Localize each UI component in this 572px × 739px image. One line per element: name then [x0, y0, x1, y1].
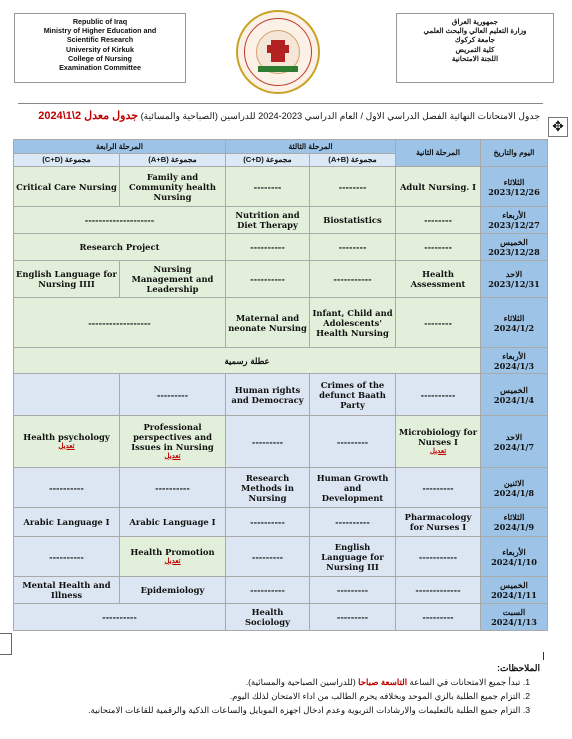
header-ar-line: جامعة كركوك	[454, 35, 496, 45]
cell-stage2: --------	[396, 207, 481, 234]
note-item	[40, 675, 530, 689]
cell-stage4-ab: Family and Community health Nursing	[120, 167, 226, 207]
table-row	[14, 348, 548, 374]
cell-stage3-cd: ----------	[226, 234, 310, 261]
cell-stage3-cd: ----------	[226, 261, 310, 298]
cell-stage3-ab: --------	[310, 167, 396, 207]
cell-stage4-cd	[14, 374, 120, 416]
note-item	[40, 703, 530, 717]
cell-stage4-ab: Health Promotion	[130, 546, 215, 557]
notes-list	[40, 675, 540, 717]
header-stage4: المرحلة الرابعة	[14, 140, 226, 154]
cell-stage4: ------------------	[14, 298, 226, 348]
cell-stage4-ab: ----------	[120, 468, 226, 508]
cell-stage4-cd: Mental Health and Illness	[14, 577, 120, 604]
table-row	[14, 167, 548, 207]
revision-note: تعديل	[429, 447, 447, 455]
note-number: 3.	[522, 705, 530, 715]
table-row	[14, 416, 548, 468]
table-row	[14, 537, 548, 577]
row-date: 2024/1/7	[493, 441, 535, 452]
header-en-line: Republic of Iraq	[72, 17, 128, 26]
cell-stage3-cd: Maternal and neonate Nursing	[226, 298, 310, 348]
header-day-date: اليوم والتاريخ	[481, 140, 548, 167]
row-date: 2024/1/2	[493, 322, 535, 333]
cell-stage4: --------------------	[14, 207, 226, 234]
row-date: 2024/1/11	[491, 590, 537, 600]
cell-stage3-cd: Human rights and Democracy	[226, 374, 310, 416]
cell-stage3-cd: Health Sociology	[226, 604, 310, 631]
cell-stage2: --------	[396, 234, 481, 261]
table-row	[14, 468, 548, 508]
cell-stage4-cd: Health psychology	[23, 431, 110, 442]
row-day: الثلاثاء	[503, 512, 525, 522]
note-number: 2.	[522, 691, 530, 701]
row-date: 2023/12/27	[488, 220, 540, 230]
table-row	[14, 261, 548, 298]
row-day: الاحد	[505, 269, 523, 279]
cell-stage3-cd: Research Methods in Nursing	[226, 468, 310, 508]
row-day: الثلاثاء	[503, 312, 525, 323]
row-date: 2024/1/8	[493, 487, 535, 498]
row-date: 2024/1/9	[493, 522, 535, 532]
row-day: الأربعاء	[502, 210, 526, 220]
cell-stage3-ab: ---------	[310, 577, 396, 604]
revision-note: تعديل	[164, 452, 181, 460]
note-text: تبدأ جميع الامتحانات في الساعة	[407, 677, 521, 687]
cell-stage3-cd: ----------	[226, 577, 310, 604]
cell-stage3-cd: ----------	[226, 508, 310, 537]
page-title	[18, 109, 540, 122]
row-date: 2023/12/28	[488, 247, 540, 257]
notes-title: الملاحظات:	[497, 663, 540, 673]
cell-stage2: Adult Nursing. I	[396, 167, 481, 207]
table-row	[14, 577, 548, 604]
cell-stage2: Pharmacology for Nurses I	[396, 508, 481, 537]
row-day: الخميس	[500, 237, 528, 247]
header-group-ab: مجموعة (A+B)	[120, 154, 226, 167]
cell-stage3-ab: ---------	[310, 604, 396, 631]
note-text-tail: (للدراسين الصباحية والمسائية).	[245, 677, 359, 687]
header-ar-line: اللجنة الامتحانية	[451, 53, 499, 63]
cell-stage2: ---------	[396, 604, 481, 631]
header-ar-line: كلية التمريض	[455, 44, 495, 54]
cell-stage3-ab: Crimes of the defunct Baath Party	[310, 374, 396, 416]
cell-stage2: -------------	[396, 577, 481, 604]
move-icon[interactable]: ✥	[548, 117, 568, 137]
cell-stage4-ab: ---------	[120, 374, 226, 416]
table-row	[14, 508, 548, 537]
row-date: 2024/1/13	[491, 617, 537, 627]
note-text: التزام جميع الطلبة بالزي الموحد وبخلافه يحرم الطالب من اداء الامتحان لذلك اليوم.	[229, 691, 521, 701]
cell-stage3-ab: Infant, Child and Adolescents' Health Nursing	[310, 298, 396, 348]
cell-stage2: Health Assessment	[396, 261, 481, 298]
cell-stage3-ab: English Language for Nursing III	[310, 537, 396, 577]
row-day: الأربعاء	[502, 546, 526, 557]
row-day: الخميس	[500, 384, 528, 395]
cell-stage3-ab: -----------	[310, 261, 396, 298]
table-row	[14, 298, 548, 348]
cell-stage2: ---------	[396, 468, 481, 508]
header-group-ab: مجموعة (A+B)	[310, 154, 396, 167]
cell-stage2: -----------	[396, 537, 481, 577]
row-day: السبت	[502, 607, 526, 617]
header-en-line: College of Nursing	[68, 53, 132, 63]
row-day: الأربعاء	[502, 350, 526, 361]
cell-stage3-ab: ----------	[310, 508, 396, 537]
exam-schedule-table	[13, 139, 548, 631]
cell-stage2: --------	[396, 298, 481, 348]
cell-stage4: Research Project	[14, 234, 226, 261]
title-revised-badge: جدول معدل 2\1\2024	[38, 110, 139, 122]
cell-stage4-cd: ----------	[14, 468, 120, 508]
row-date: 2024/1/3	[493, 360, 535, 371]
note-number: 1.	[522, 677, 530, 687]
cell-stage4-ab: Professional perspectives and Issues in Nursing	[131, 421, 214, 452]
cell-stage3-ab: Biostatistics	[310, 207, 396, 234]
cell-stage3-cd: --------	[226, 167, 310, 207]
cell-stage4-ab: Nursing Management and Leadership	[120, 261, 226, 298]
header-stage2: المرحلة الثانية	[396, 140, 481, 167]
cell-stage4-ab: Epidemiology	[120, 577, 226, 604]
note-item	[40, 689, 530, 703]
row-date: 2024/1/4	[493, 394, 535, 405]
cell-stage4-ab: Arabic Language I	[120, 508, 226, 537]
table-row	[14, 374, 548, 416]
cell-stage2: ----------	[396, 374, 481, 416]
header-en-line: University of Kirkuk	[66, 44, 134, 54]
cell-stage3-cd: ---------	[226, 416, 310, 468]
cell-stage4-cd: Critical Care Nursing	[14, 167, 120, 207]
cell-stage3-ab: Human Growth and Development	[310, 468, 396, 508]
college-logo	[236, 10, 320, 94]
header-ar-line: جمهورية العراق	[451, 17, 499, 26]
header-stage3: المرحلة الثالثة	[226, 140, 396, 154]
cell-stage3-cd: Nutrition and Diet Therapy	[226, 207, 310, 234]
table-row	[14, 604, 548, 631]
header-group-cd: مجموعة (C+D)	[14, 154, 120, 167]
header-en-line: Scientific Research	[66, 35, 134, 45]
header-arabic-block	[396, 13, 554, 83]
header-en-line: Ministry of Higher Education and	[43, 26, 157, 36]
table-row	[14, 234, 548, 261]
header-english-block	[14, 13, 186, 83]
holiday-cell: عطلة رسمية	[14, 348, 481, 374]
row-date: 2023/12/31	[488, 279, 540, 289]
cell-stage3-cd: ---------	[226, 537, 310, 577]
row-day: الاحد	[505, 431, 523, 442]
cell-stage2: Microbiology for Nurses I	[398, 426, 478, 447]
cell-stage4-cd: Arabic Language I	[14, 508, 120, 537]
row-date: 2023/12/26	[488, 186, 540, 197]
cell-stage3-ab: --------	[310, 234, 396, 261]
note-text: التزام جميع الطلبة بالتعليمات والارشادات التربوية وعدم ادخال اجهزة الموبايل والساعات الذكية والرقمية للقاعات الامتحانية.	[88, 705, 521, 715]
row-day: الخميس	[500, 580, 528, 590]
note-highlight: التاسعة صباحا	[358, 677, 408, 687]
row-day: الاثنين	[503, 477, 525, 488]
cell-stage3-ab: ---------	[310, 416, 396, 468]
cell-stage4-cd: English Language for Nursing IIII	[14, 261, 120, 298]
notes-section	[40, 661, 540, 717]
row-date: 2024/1/10	[491, 556, 537, 567]
header-group-cd: مجموعة (C+D)	[226, 154, 310, 167]
cell-stage4-cd: ----------	[14, 537, 120, 577]
revision-note: تعديل	[58, 442, 75, 450]
table-row	[14, 207, 548, 234]
header-ar-line: وزارة التعليم العالي والبحث العلمي	[423, 26, 527, 36]
row-day: الثلاثاء	[503, 176, 525, 187]
page-margin-marker	[0, 633, 12, 655]
header-en-line: Examination Committee	[59, 63, 141, 73]
text-cursor	[543, 652, 544, 660]
revision-note: تعديل	[164, 557, 181, 565]
header-divider	[18, 103, 543, 104]
title-text: جدول الامتحانات النهائية الفصل الدراسي الاول / العام الدراسي 2023-2024 للدراسين (الصباحية والمسائية)	[140, 111, 540, 121]
cell-stage4: ----------	[14, 604, 226, 631]
